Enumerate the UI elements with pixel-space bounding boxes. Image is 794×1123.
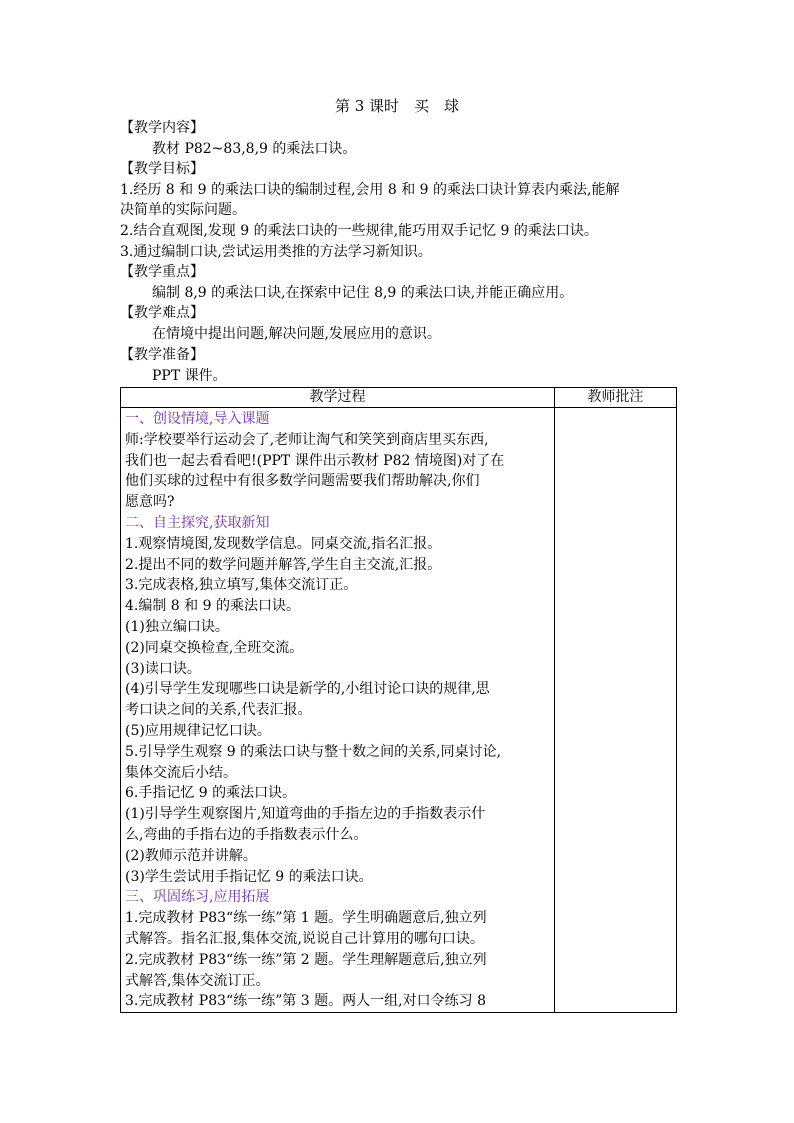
notes-cell — [555, 408, 677, 1013]
goal-line: 决简单的实际问题。 — [120, 202, 246, 218]
process-heading: 二、自主探究,获取新知 — [125, 514, 270, 531]
section-label-difficulty: 【教学难点】 — [120, 305, 204, 321]
process-line: (3)读口诀。 — [125, 660, 201, 677]
process-line: 3.完成教材 P83“练一练”第 3 题。两人一组,对口令练习 8 — [125, 993, 486, 1010]
header-notes: 教师批注 — [555, 388, 677, 408]
section-label-prep: 【教学准备】 — [120, 347, 204, 363]
process-line: (3)学生尝试用手指记忆 9 的乘法口诀。 — [125, 868, 373, 885]
process-line: (1)引导学生观察图片,知道弯曲的手指左边的手指数表示什 — [125, 806, 486, 823]
goal-line: 3.通过编制口诀,尝试运用类推的方法学习新知识。 — [120, 244, 432, 260]
page-title: 第 3 课时 买 球 — [334, 97, 460, 115]
process-line: 么,弯曲的手指右边的手指数表示什么。 — [125, 826, 368, 843]
process-line: 师:学校要举行运动会了,老师让淘气和笑笑到商店里买东西, — [125, 431, 489, 448]
process-line: 他们买球的过程中有很多数学问题需要我们帮助解决,你们 — [125, 473, 480, 490]
process-line: 2.提出不同的数学问题并解答,学生自主交流,汇报。 — [125, 556, 442, 573]
goal-line: 2.结合直观图,发现 9 的乘法口诀的一些规律,能巧用双手记忆 9 的乘法口诀。 — [120, 223, 598, 239]
process-line: (2)同桌交换检查,全班交流。 — [125, 639, 304, 656]
process-heading: 一、创设情境,导入课题 — [125, 411, 270, 427]
header-process: 教学过程 — [121, 388, 555, 408]
process-line: 1.完成教材 P83“练一练”第 1 题。学生明确题意后,独立列 — [125, 910, 487, 927]
difficulty-text: 在情境中提出问题,解决问题,发展应用的意识。 — [152, 326, 441, 342]
process-line: 愿意吗? — [125, 494, 175, 511]
goal-line: 1.经历 8 和 9 的乘法口诀的编制过程,会用 8 和 9 的乘法口诀计算表内乘法,能解 — [120, 182, 620, 198]
process-heading: 三、巩固练习,应用拓展 — [125, 889, 270, 906]
process-line: 6.手指记忆 9 的乘法口诀。 — [125, 785, 297, 802]
process-cell — [121, 408, 555, 1013]
prep-text: PPT 课件。 — [152, 368, 227, 384]
process-line: 式解答。指名汇报,集体交流,说说自己计算用的哪句口诀。 — [125, 930, 484, 947]
process-line: (1)独立编口诀。 — [125, 618, 229, 635]
process-line: 4.编制 8 和 9 的乘法口诀。 — [125, 598, 300, 615]
process-line: (5)应用规律记忆口诀。 — [125, 722, 271, 739]
key-text: 编制 8,9 的乘法口诀,在探索中记住 8,9 的乘法口诀,并能正确应用。 — [152, 285, 574, 301]
process-line: 5.引导学生观察 9 的乘法口诀与整十数之间的关系,同桌讨论, — [125, 743, 502, 760]
process-line: 考口诀之间的关系,代表汇报。 — [125, 702, 312, 719]
process-line: 我们也一起去看看吧!(PPT 课件出示教材 P82 情境图)对了在 — [125, 452, 505, 469]
process-table — [120, 387, 677, 1013]
process-line: (4)引导学生发现哪些口诀是新学的,小组讨论口诀的规律,思 — [125, 681, 490, 698]
section-label-content: 【教学内容】 — [120, 120, 204, 136]
section-label-key: 【教学重点】 — [120, 264, 204, 280]
process-line: (2)教师示范并讲解。 — [125, 847, 257, 864]
section-label-goals: 【教学目标】 — [120, 161, 204, 177]
process-line: 集体交流后小结。 — [125, 764, 237, 781]
process-line: 式解答,集体交流订正。 — [125, 972, 270, 989]
content-text: 教材 P82~83,8,9 的乘法口诀。 — [152, 141, 357, 157]
process-line: 1.观察情境图,发现数学信息。同桌交流,指名汇报。 — [125, 535, 442, 552]
process-line: 3.完成表格,独立填写,集体交流订正。 — [125, 577, 358, 594]
process-line: 2.完成教材 P83“练一练”第 2 题。学生理解题意后,独立列 — [125, 951, 487, 968]
